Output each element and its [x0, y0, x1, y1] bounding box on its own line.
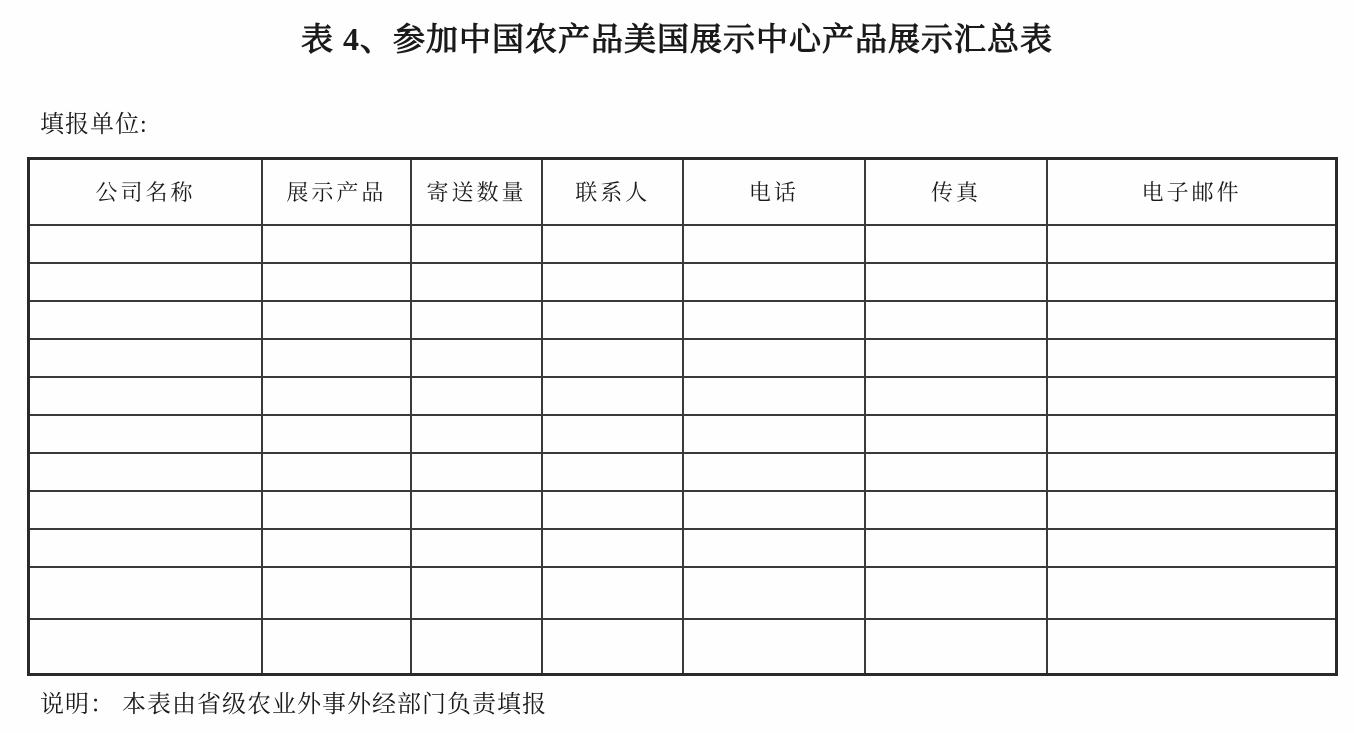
table-cell — [683, 567, 865, 619]
table-cell — [262, 453, 411, 491]
table-cell — [262, 567, 411, 619]
table-cell — [411, 453, 543, 491]
table-header-cell: 寄送数量 — [411, 159, 543, 225]
table-cell — [262, 415, 411, 453]
table-cell — [1047, 263, 1336, 301]
table-cell — [262, 339, 411, 377]
table-cell — [29, 301, 262, 339]
table-row — [29, 567, 1337, 619]
table-header-row — [29, 159, 1337, 225]
table-cell — [262, 377, 411, 415]
table-cell — [262, 263, 411, 301]
table-row — [29, 339, 1337, 377]
table-row — [29, 529, 1337, 567]
table-body — [29, 225, 1337, 675]
table-header-cell: 展示产品 — [262, 159, 411, 225]
table-cell — [865, 301, 1048, 339]
table-cell — [542, 225, 683, 263]
table-cell — [683, 377, 865, 415]
table-cell — [683, 339, 865, 377]
table-cell — [683, 301, 865, 339]
table-cell — [262, 225, 411, 263]
table-cell — [683, 491, 865, 529]
table-header-cell: 公司名称 — [29, 159, 262, 225]
table-row — [29, 263, 1337, 301]
table-cell — [1047, 567, 1336, 619]
table-cell — [1047, 491, 1336, 529]
table-row — [29, 415, 1337, 453]
table-row — [29, 225, 1337, 263]
table-cell — [683, 263, 865, 301]
table-cell — [411, 619, 543, 675]
table-cell — [262, 491, 411, 529]
table-cell — [865, 567, 1048, 619]
table-cell — [542, 529, 683, 567]
table-cell — [542, 619, 683, 675]
table-cell — [411, 301, 543, 339]
table-cell — [29, 377, 262, 415]
table-cell — [411, 225, 543, 263]
table-cell — [865, 263, 1048, 301]
table-cell — [29, 339, 262, 377]
table-cell — [1047, 301, 1336, 339]
table-cell — [542, 567, 683, 619]
table-cell — [411, 415, 543, 453]
table-cell — [865, 339, 1048, 377]
table-cell — [29, 415, 262, 453]
table-cell — [262, 301, 411, 339]
table-cell — [29, 263, 262, 301]
table-cell — [411, 567, 543, 619]
table-cell — [1047, 377, 1336, 415]
table-cell — [542, 377, 683, 415]
table-note: 说明： 本表由省级农业外事外经部门负责填报 — [40, 692, 547, 718]
table-cell — [865, 619, 1048, 675]
table-cell — [865, 377, 1048, 415]
reporting-unit-label: 填报单位: — [40, 112, 148, 138]
table-cell — [1047, 415, 1336, 453]
table-cell — [29, 225, 262, 263]
table-cell — [865, 225, 1048, 263]
table-cell — [1047, 453, 1336, 491]
table-row — [29, 301, 1337, 339]
table-cell — [683, 619, 865, 675]
table-cell — [411, 529, 543, 567]
table-cell — [865, 529, 1048, 567]
table-cell — [542, 491, 683, 529]
table-cell — [411, 339, 543, 377]
table-header-cell: 电话 — [683, 159, 865, 225]
table-cell — [29, 619, 262, 675]
table-cell — [542, 301, 683, 339]
table-header-cell: 联系人 — [542, 159, 683, 225]
table-cell — [1047, 529, 1336, 567]
table-cell — [1047, 339, 1336, 377]
table-cell — [262, 619, 411, 675]
table-row — [29, 619, 1337, 675]
table-cell — [29, 567, 262, 619]
table-row — [29, 491, 1337, 529]
table-row — [29, 453, 1337, 491]
table-cell — [542, 415, 683, 453]
table-header-cell: 电子邮件 — [1047, 159, 1336, 225]
table-cell — [29, 453, 262, 491]
table-cell — [865, 415, 1048, 453]
table-cell — [865, 491, 1048, 529]
table-cell — [683, 529, 865, 567]
table-cell — [542, 453, 683, 491]
table-cell — [411, 377, 543, 415]
table-cell — [1047, 619, 1336, 675]
table-cell — [29, 491, 262, 529]
table-row — [29, 377, 1337, 415]
table-cell — [262, 529, 411, 567]
table-cell — [683, 225, 865, 263]
table-cell — [29, 529, 262, 567]
table-cell — [542, 339, 683, 377]
table-cell — [865, 453, 1048, 491]
document-title: 表 4、参加中国农产品美国展示中心产品展示汇总表 — [300, 21, 1053, 57]
table-cell — [411, 263, 543, 301]
table-cell — [683, 415, 865, 453]
table-cell — [542, 263, 683, 301]
table-cell — [1047, 225, 1336, 263]
table-header-cell: 传真 — [865, 159, 1048, 225]
summary-table — [27, 157, 1338, 676]
table-cell — [411, 491, 543, 529]
table-cell — [683, 453, 865, 491]
